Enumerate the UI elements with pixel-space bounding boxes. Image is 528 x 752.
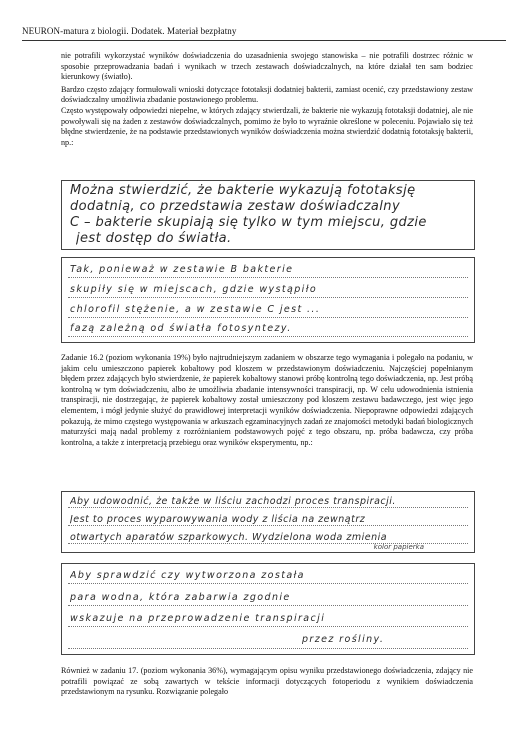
handwritten-answer-3: [61, 491, 475, 553]
answer-line: przez rośliny.: [302, 634, 385, 645]
text-block-2: [61, 353, 473, 448]
paragraph-conclusions: Bardzo często zdający formułowali wnioski dotyczące fototaksji dodatniej bakterii, zamiast ocenić, czy przedstawiony zestaw doświadczalny umożliwia zbadanie postawionego problemu.: [61, 84, 473, 105]
answer-line: Można stwierdzić, że bakterie wykazują fototaksję: [70, 183, 416, 198]
header-rule: [22, 40, 506, 41]
text-block-1: [61, 51, 473, 148]
paragraph-results: nie potrafili wykorzystać wyników doświadczenia do uzasadnienia swojego stanowiska – nie potrafili dostrzec różnic w sposobie przeprowadzania badań i wynikach w trzech zestawach doświadczalnych, na które działał ten sam bodziec kierunkowy (światło).: [61, 51, 473, 82]
answer-line: C – bakterie skupiają się tylko w tym miejscu, gdzie: [70, 215, 427, 230]
answer-line: Aby sprawdzić czy wytworzona została: [70, 570, 305, 581]
answer-note: kolor papierka: [373, 543, 424, 551]
answer-line: jest dostęp do światła.: [76, 231, 232, 246]
page-header: NEURON-matura z biologii. Dodatek. Materiał bezpłatny: [22, 26, 237, 36]
paragraph-incomplete-answers: Często występowały odpowiedzi niepełne, w których zdający stwierdzali, że bakterie nie wykazują fototaksji dodatniej, ale nie powoływali się na żaden z zestawów doświadczalnych, pomimo że było to wyraźnie określone w poleceniu. Pojawiało się też błędne stwierdzenie, że na podstawie przedstawionych wyników doświadczenia można stwierdzić dodatnią fototaksję bakterii, np.:: [61, 105, 473, 147]
answer-line: dodatnią, co przedstawia zestaw doświadczalny: [70, 199, 401, 214]
answer-line: Tak, ponieważ w zestawie B bakterie: [70, 264, 294, 275]
answer-line: Aby udowodnić, że także w liściu zachodzi proces transpiracji.: [70, 496, 396, 507]
answer-line: otwartych aparatów szparkowych. Wydzielona woda zmienia: [70, 532, 388, 543]
handwritten-answer-4: [61, 563, 475, 655]
handwritten-answer-2: [61, 257, 475, 343]
handwritten-answer-1: [61, 180, 475, 250]
answer-line: para wodna, która zabarwia zgodnie: [70, 592, 291, 603]
answer-line: fazą zależną od światła fotosyntezy.: [70, 323, 292, 334]
paragraph-task-16-2: Zadanie 16.2 (poziom wykonania 19%) było najtrudniejszym zadaniem w obszarze tego wymagania i polegało na podaniu, w jakim celu umieszczono papierek kobaltowy pod kloszem w przedstawionym doświadczeniu. Najczęściej popełnianym błędem przez zdających było stwierdzenie, że papierek kobaltowy stanowi próbę kontrolną tego doświadczenia, np. Jest próbą kontrolną w tym doświadczeniu, albo że umożliwia zbadanie intensywności transpiracji, np. W celu udowodnienia istnienia transpiracji, nie dostrzegając, że papierek kobaltowy został umieszczony pod kloszem zestawu badawczego, jest więc jego elementem, i mógł jedynie służyć do prawidłowej interpretacji wyników doświadczenia. Niepoprawne odpowiedzi zdających pokazują, że mimo częstego występowania w arkuszach egzaminacyjnych zadań ze znajomości metodyki badań biologicznych maturzyści mają nadal problemy z rozróżnianiem podstawowych pojęć z tego obszaru, np. próba badawcza, czy próba kontrolna, a także z interpretacją przebiegu oraz wyników eksperymentu, np.:: [61, 353, 473, 447]
answer-line: wskazuje na przeprowadzenie transpiracji: [70, 613, 326, 624]
text-block-3: [61, 666, 473, 698]
paragraph-task-17: Również w zadaniu 17. (poziom wykonania 36%), wymagającym opisu wyniku przedstawionego doświadczenia, zdający nie potrafili powiązać ze sobą zawartych w tekście informacji dotyczących fotoperiodu z wynikiem doświadczenia przedstawionym na rysunku. Rozwiązanie polegało: [61, 666, 473, 697]
answer-line: skupiły się w miejscach, gdzie wystąpiło: [70, 284, 318, 295]
answer-line: chlorofil stężenie, a w zestawie C jest ...: [70, 304, 321, 315]
answer-line: Jest to proces wyparowywania wody z liścia na zewnątrz: [70, 514, 366, 525]
